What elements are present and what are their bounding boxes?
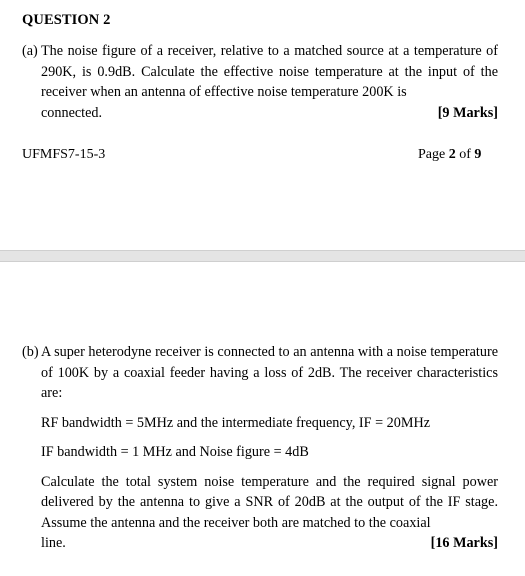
part-b-marks: [16 Marks] (430, 535, 498, 551)
page-number (418, 147, 481, 163)
part-b-if-line: IF bandwidth = 1 MHz and Noise figure = 4dB (41, 444, 309, 460)
part-a-marks: [9 Marks] (437, 104, 498, 121)
part-a-last-word: connected. (41, 104, 103, 121)
part-b-last-line (41, 533, 498, 554)
part-a-body (41, 41, 498, 123)
part-a-text: The noise figure of a receiver, relative to a matched source at a temperature of 290K, is 0.9dB. Calculate the effective noise temperature at the input of the receiver when an antenna of effective noise temperature 200K is (41, 43, 498, 100)
question-title: QUESTION 2 (22, 12, 111, 28)
part-b-task: Calculate the total system noise temperature and the required signal power delivered by the antenna to give a SNR of 20dB at the output of the IF stage. Assume the antenna and the receiver both are matched to the coaxial (41, 473, 498, 531)
part-b-intro: A super heterodyne receiver is connected to an antenna with a noise temperature of 100K by a coaxial feeder having a loss of 2dB. The receiver characteristics are: (41, 344, 498, 401)
part-b-last-word: line. (41, 535, 66, 551)
page-prefix: Page (418, 147, 446, 162)
page-current: 2 (448, 147, 456, 162)
page-of: of (459, 147, 471, 162)
part-b-body (41, 342, 498, 554)
part-b-label: (b) (22, 344, 39, 360)
question-part-b (22, 342, 498, 554)
module-code: UFMFS7-15-3 (22, 147, 106, 162)
part-b-rf-line: RF bandwidth = 5MHz and the intermediate frequency, IF = 20MHz (41, 414, 430, 431)
page-separator (0, 250, 525, 262)
part-a-label: (a) (22, 43, 38, 59)
question-part-a (22, 41, 498, 123)
exam-page-2-top (0, 0, 525, 250)
part-a-last-line (41, 103, 498, 124)
exam-page-3-top (0, 262, 525, 576)
page-total: 9 (474, 147, 482, 162)
